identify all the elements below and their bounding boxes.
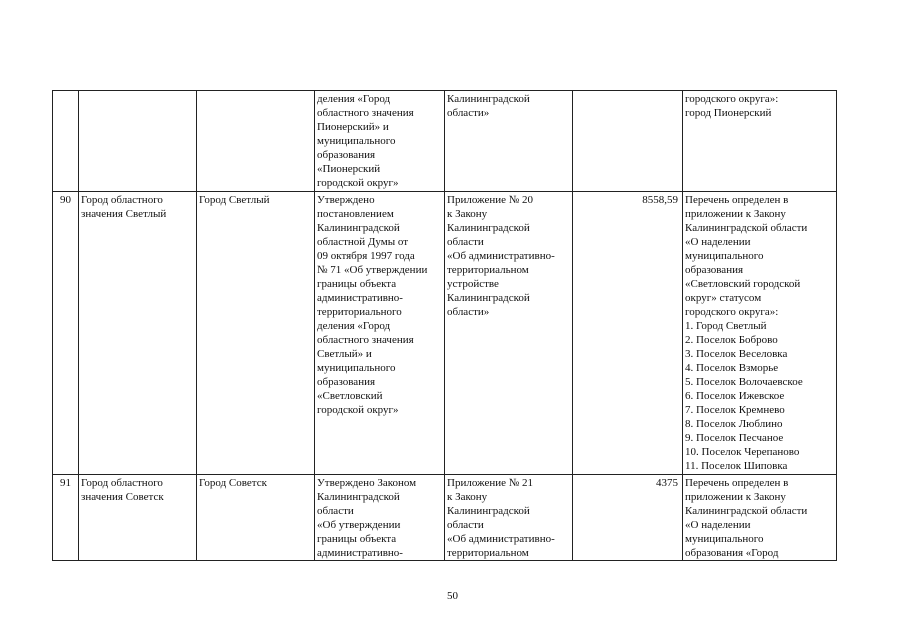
cell-text-line: административно-	[317, 292, 403, 304]
row-number-cell: 91	[53, 475, 79, 561]
cell-text-line: «О наделении	[685, 236, 751, 248]
cell-text-line: приложении к Закону	[685, 208, 786, 220]
cell-text-line: Город Светлый	[199, 194, 270, 206]
cell-text-line: «Светловский	[317, 390, 383, 402]
cell-text-line: приложении к Закону	[685, 491, 786, 503]
cell-text-line: 3. Поселок Веселовка	[685, 348, 788, 360]
cell-text-line: городской округ»	[317, 404, 399, 416]
cell-text-line: областной Думы от	[317, 236, 409, 248]
cell-text-line: образования	[317, 149, 376, 161]
area-cell: 8558,59	[573, 192, 683, 475]
cell-text-line: «Светловский городской	[685, 278, 801, 290]
cell-text-line: «Об утверждении	[317, 519, 401, 531]
cell-text-line: Калининградской	[447, 93, 530, 105]
area-cell: 4375	[573, 475, 683, 561]
boundary-basis-cell	[315, 192, 445, 475]
cell-text-line: Калининградской области	[685, 505, 808, 517]
boundary-basis-cell	[315, 91, 445, 192]
settlement-name-cell	[79, 192, 197, 475]
cell-text-line: образования «Город	[685, 547, 779, 559]
cell-text-line: деления «Город	[317, 320, 391, 332]
cell-text-line: 8. Поселок Люблино	[685, 418, 783, 430]
cell-text-line: Калининградской	[317, 222, 400, 234]
settlement-name-cell	[79, 91, 197, 192]
cell-text-line: округ» статусом	[685, 292, 762, 304]
area-cell	[573, 91, 683, 192]
cell-text-line: административно-	[317, 547, 403, 559]
row-number-cell: 90	[53, 192, 79, 475]
cell-text-line: 6. Поселок Ижевское	[685, 390, 785, 402]
row-number-cell	[53, 91, 79, 192]
cell-text-line: муниципального	[685, 250, 764, 262]
cell-text-line: Город Советск	[199, 477, 267, 489]
cell-text-line: Город областного	[81, 194, 163, 206]
cell-text-line: значения Светлый	[81, 208, 167, 220]
cell-text-line: городского округа»:	[685, 306, 779, 318]
cell-text-line: Перечень определен в	[685, 194, 789, 206]
settlements-list-cell	[683, 192, 837, 475]
table-row	[53, 475, 837, 561]
cell-text-line: Светлый» и	[317, 348, 372, 360]
boundary-basis-cell	[315, 475, 445, 561]
table-body	[53, 91, 837, 561]
cell-text-line: Приложение № 20	[447, 194, 534, 206]
cell-text-line: устройстве	[447, 278, 499, 290]
cell-text-line: значения Советск	[81, 491, 164, 503]
admin-center-cell	[197, 475, 315, 561]
cell-text-line: муниципального	[685, 533, 764, 545]
table-row	[53, 91, 837, 192]
cell-text-line: «Об административно-	[447, 250, 555, 262]
cell-text-line: границы объекта	[317, 278, 397, 290]
cell-text-line: области	[447, 236, 484, 248]
cell-text-line: образования	[317, 376, 376, 388]
cell-text-line: области»	[447, 107, 490, 119]
cell-text-line: территориального	[317, 306, 402, 318]
cell-text-line: Утверждено	[317, 194, 375, 206]
cell-text-line: Калининградской	[447, 292, 530, 304]
cell-text-line: границы объекта	[317, 533, 397, 545]
table-row	[53, 192, 837, 475]
cell-text-line: к Закону	[447, 208, 488, 220]
cell-text-line: 7. Поселок Кремнево	[685, 404, 785, 416]
settlements-list-cell	[683, 475, 837, 561]
document-table	[52, 90, 837, 561]
cell-text-line: № 71 «Об утверждении	[317, 264, 428, 276]
cell-text-line: Перечень определен в	[685, 477, 789, 489]
cell-text-line: 4. Поселок Взморье	[685, 362, 779, 374]
cell-text-line: городской округ»	[317, 177, 399, 189]
cell-text-line: образования	[685, 264, 744, 276]
admin-center-cell	[197, 192, 315, 475]
admin-center-cell	[197, 91, 315, 192]
law-appendix-cell	[445, 91, 573, 192]
cell-text-line: 5. Поселок Волочаевское	[685, 376, 803, 388]
cell-text-line: 1. Город Светлый	[685, 320, 767, 332]
cell-text-line: город Пионерский	[685, 107, 772, 119]
cell-text-line: Калининградской области	[685, 222, 808, 234]
settlement-name-cell	[79, 475, 197, 561]
cell-text-line: областного значения	[317, 334, 414, 346]
cell-text-line: Пионерский» и	[317, 121, 389, 133]
cell-text-line: к Закону	[447, 491, 488, 503]
cell-text-line: территориальном	[447, 547, 529, 559]
cell-text-line: области	[317, 505, 354, 517]
cell-text-line: муниципального	[317, 362, 396, 374]
cell-text-line: области»	[447, 306, 490, 318]
cell-text-line: «Пионерский	[317, 163, 381, 175]
cell-text-line: Калининградской	[447, 505, 530, 517]
cell-text-line: 2. Поселок Боброво	[685, 334, 778, 346]
cell-text-line: территориальном	[447, 264, 529, 276]
cell-text-line: областного значения	[317, 107, 414, 119]
cell-text-line: «О наделении	[685, 519, 751, 531]
cell-text-line: постановлением	[317, 208, 394, 220]
cell-text-line: 09 октября 1997 года	[317, 250, 415, 262]
cell-text-line: городского округа»:	[685, 93, 779, 105]
cell-text-line: деления «Город	[317, 93, 391, 105]
cell-text-line: Приложение № 21	[447, 477, 534, 489]
page-number: 50	[447, 590, 458, 602]
cell-text-line: муниципального	[317, 135, 396, 147]
cell-text-line: Калининградской	[317, 491, 400, 503]
cell-text-line: Город областного	[81, 477, 163, 489]
cell-text-line: Калининградской	[447, 222, 530, 234]
cell-text-line: области	[447, 519, 484, 531]
cell-text-line: 9. Поселок Песчаное	[685, 432, 784, 444]
cell-text-line: 11. Поселок Шиповка	[685, 460, 788, 472]
law-appendix-cell	[445, 475, 573, 561]
law-appendix-cell	[445, 192, 573, 475]
cell-text-line: «Об административно-	[447, 533, 555, 545]
cell-text-line: Утверждено Законом	[317, 477, 417, 489]
settlements-list-cell	[683, 91, 837, 192]
cell-text-line: 10. Поселок Черепаново	[685, 446, 800, 458]
